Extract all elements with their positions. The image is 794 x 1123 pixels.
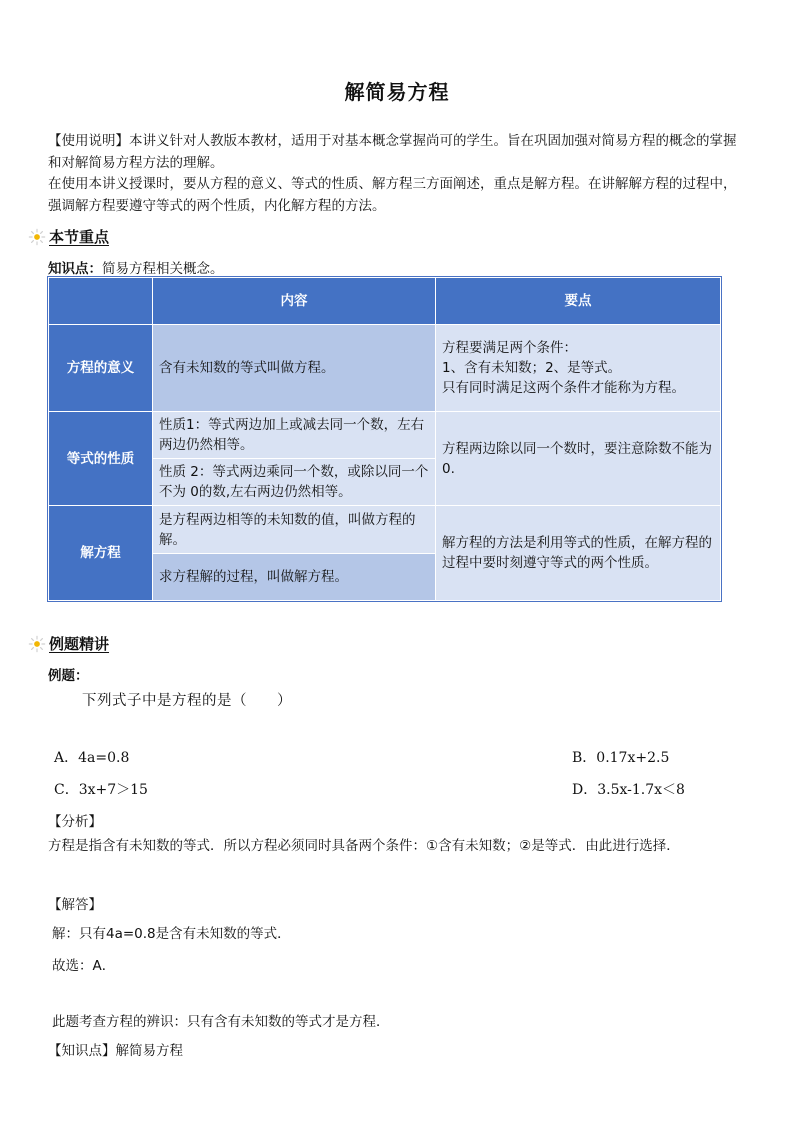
intro-line-1: 【使用说明】本讲义针对人教版本教材，适用于对基本概念掌握尚可的学生。旨在巩固加强对简易方程的概念的掌握和对解简易方程方法的理解。: [48, 133, 737, 171]
option-a: A．4a=0.8: [54, 750, 130, 766]
table-header-content: 内容: [153, 278, 436, 325]
option-b: B．0.17x+2.5: [572, 750, 670, 766]
section-title: 本节重点: [49, 228, 110, 246]
example-question: 下列式子中是方程的是（ ）: [82, 693, 292, 709]
intro-line-2: 在使用本讲义授课时，要从方程的意义、等式的性质、解方程三方面阐述，重点是解方程。在讲解解方程的过程中，强调解方程要遵守等式的两个性质，内化解方程的方法。: [48, 176, 737, 214]
knowledge-point-footer: 【知识点】解简易方程: [48, 1043, 183, 1059]
row-content: 性质 2：等式两边乘同一个数，或除以同一个不为 0的数,左右两边仍然相等。: [153, 459, 436, 506]
answer-line-2: 故选：A．: [52, 958, 116, 974]
row-content: 含有未知数的等式叫做方程。: [153, 325, 436, 412]
knowledge-table: [48, 277, 721, 601]
analysis-label: 【分析】: [48, 814, 102, 830]
table-row: [49, 411, 721, 458]
page-title: 解简易方程: [344, 80, 450, 104]
knowledge-point-text: 简易方程相关概念。: [102, 261, 224, 277]
row-content: 是方程两边相等的未知数的值，叫做方程的解。: [153, 506, 436, 553]
row-content: 性质1：等式两边加上或减去同一个数，左右两边仍然相等。: [153, 411, 436, 458]
row-key: 解方程的方法是利用等式的性质，在解方程的过程中要时刻遵守等式的两个性质。: [436, 506, 721, 601]
row-key: 方程要满足两个条件： 1、含有未知数；2、是等式。 只有同时满足这两个条件才能称为方程。: [436, 325, 721, 412]
sun-icon: [28, 635, 46, 653]
answer-label: 【解答】: [48, 897, 102, 913]
row-key: 方程两边除以同一个数时，要注意除数不能为 0.: [436, 411, 721, 506]
row-title: 解方程: [49, 506, 153, 601]
row-title: 方程的意义: [49, 325, 153, 412]
row-title: 等式的性质: [49, 411, 153, 506]
option-d: D．3.5x-1.7x＜8: [572, 782, 685, 798]
knowledge-point-label: 知识点：: [48, 261, 102, 277]
comment-text: 此题考查方程的辨识：只有含有未知数的等式才是方程．: [52, 1014, 390, 1030]
section-heading-key-points: [28, 226, 109, 247]
table-row: [49, 506, 721, 553]
row-content: 求方程解的过程，叫做解方程。: [153, 553, 436, 600]
example-label: 例题：: [48, 668, 89, 684]
table-header-key: 要点: [436, 278, 721, 325]
answer-line-1: 解：只有4a=0.8是含有未知数的等式．: [52, 926, 291, 942]
table-header-blank: [49, 278, 153, 325]
section-heading-examples: [28, 633, 109, 654]
table-row: [49, 325, 721, 412]
section-title: 例题精讲: [49, 635, 110, 653]
option-c: C．3x+7＞15: [54, 782, 148, 798]
intro-paragraph: [48, 131, 748, 217]
table-header-row: [49, 278, 721, 325]
sun-icon: [28, 228, 46, 246]
knowledge-point-line: [48, 257, 224, 277]
analysis-text: 方程是指含有未知数的等式．所以方程必须同时具备两个条件：①含有未知数；②是等式．由此进行选择．: [48, 838, 680, 854]
